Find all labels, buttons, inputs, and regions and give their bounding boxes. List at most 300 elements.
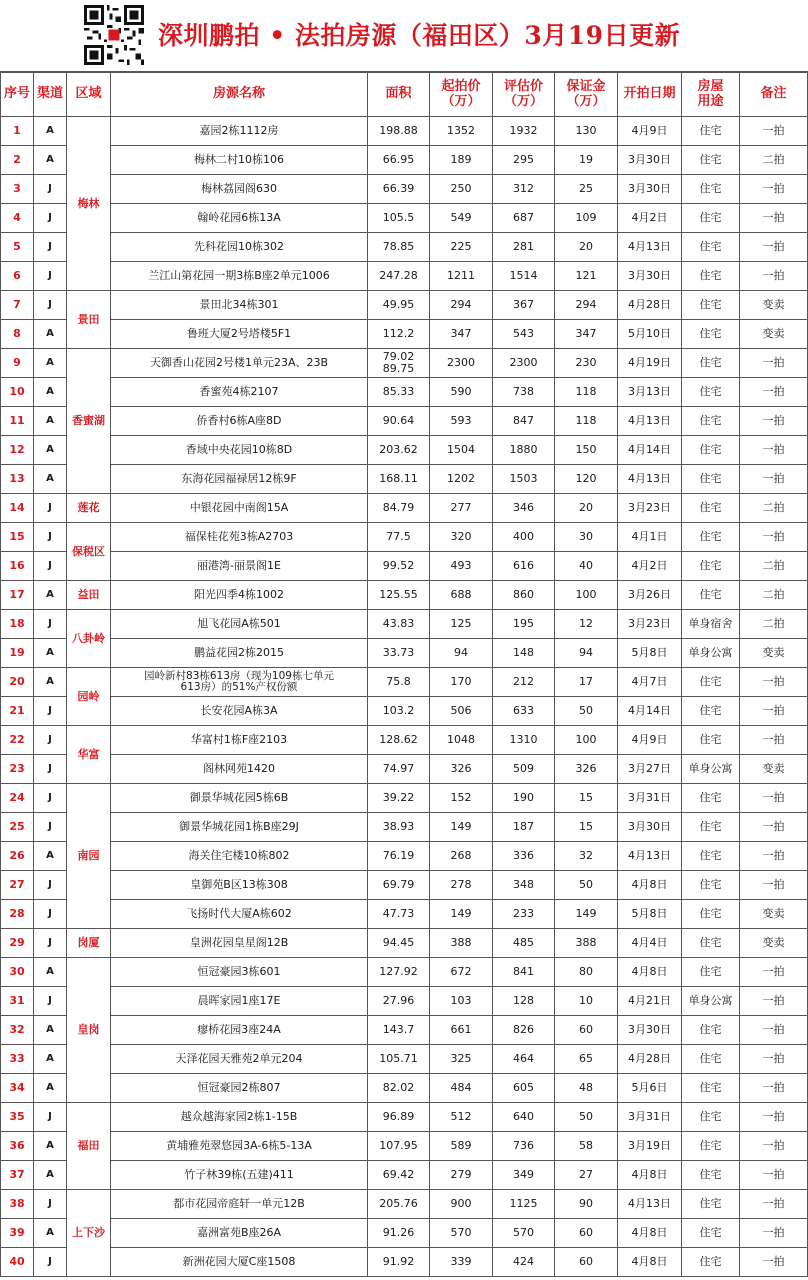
auction-date-cell: 4月9日 bbox=[618, 117, 682, 146]
eval-price-cell: 543 bbox=[493, 320, 555, 349]
eval-price-cell: 2300 bbox=[493, 349, 555, 378]
row-number: 7 bbox=[1, 291, 34, 320]
eval-price-cell: 687 bbox=[493, 204, 555, 233]
usage-cell: 住宅 bbox=[682, 523, 740, 552]
property-name: 瘳桥花园3座24A bbox=[111, 1016, 368, 1045]
deposit-cell: 150 bbox=[555, 436, 618, 465]
start-price-cell: 1352 bbox=[430, 117, 493, 146]
row-number: 14 bbox=[1, 494, 34, 523]
channel-cell: A bbox=[34, 378, 67, 407]
auction-date-cell: 3月30日 bbox=[618, 1016, 682, 1045]
channel-cell: A bbox=[34, 349, 67, 378]
channel-cell: A bbox=[34, 842, 67, 871]
table-row[interactable] bbox=[1, 1132, 808, 1161]
area-cell: 105.71 bbox=[368, 1045, 430, 1074]
usage-cell: 住宅 bbox=[682, 1132, 740, 1161]
property-name: 鹏益花园2栋2015 bbox=[111, 639, 368, 668]
area-cell: 247.28 bbox=[368, 262, 430, 291]
auction-date-cell: 5月6日 bbox=[618, 1074, 682, 1103]
eval-price-cell: 1932 bbox=[493, 117, 555, 146]
row-number: 16 bbox=[1, 552, 34, 581]
table-row[interactable] bbox=[1, 117, 808, 146]
channel-cell: J bbox=[34, 204, 67, 233]
region-cell: 华富 bbox=[67, 726, 111, 784]
table-row[interactable] bbox=[1, 784, 808, 813]
col-header-eval-price[interactable]: 评估价（万） bbox=[493, 73, 555, 117]
area-cell: 66.95 bbox=[368, 146, 430, 175]
property-name: 黄埔雅苑翠悠园3A-6栋5-13A bbox=[111, 1132, 368, 1161]
eval-price-cell: 233 bbox=[493, 900, 555, 929]
area-cell: 198.88 bbox=[368, 117, 430, 146]
start-price-cell: 279 bbox=[430, 1161, 493, 1190]
area-cell: 91.26 bbox=[368, 1219, 430, 1248]
eval-price-cell: 509 bbox=[493, 755, 555, 784]
eval-price-cell: 148 bbox=[493, 639, 555, 668]
usage-cell: 住宅 bbox=[682, 1248, 740, 1277]
table-row[interactable] bbox=[1, 668, 808, 697]
start-price-cell: 2300 bbox=[430, 349, 493, 378]
note-cell: 一拍 bbox=[740, 1016, 808, 1045]
table-row[interactable] bbox=[1, 349, 808, 378]
eval-price-cell: 616 bbox=[493, 552, 555, 581]
eval-price-cell: 281 bbox=[493, 233, 555, 262]
table-row[interactable] bbox=[1, 581, 808, 610]
usage-cell: 单身公寓 bbox=[682, 639, 740, 668]
channel-cell: A bbox=[34, 117, 67, 146]
usage-cell: 单身公寓 bbox=[682, 755, 740, 784]
auction-date-cell: 4月1日 bbox=[618, 523, 682, 552]
auction-date-cell: 3月13日 bbox=[618, 378, 682, 407]
auction-date-cell: 4月8日 bbox=[618, 871, 682, 900]
usage-cell: 住宅 bbox=[682, 1016, 740, 1045]
auction-date-cell: 4月8日 bbox=[618, 1161, 682, 1190]
eval-price-cell: 633 bbox=[493, 697, 555, 726]
deposit-cell: 48 bbox=[555, 1074, 618, 1103]
table-row[interactable] bbox=[1, 697, 808, 726]
note-cell: 一拍 bbox=[740, 175, 808, 204]
area-cell: 47.73 bbox=[368, 900, 430, 929]
property-name: 翰岭花园6栋13A bbox=[111, 204, 368, 233]
table-row[interactable] bbox=[1, 407, 808, 436]
deposit-cell: 121 bbox=[555, 262, 618, 291]
usage-cell: 住宅 bbox=[682, 291, 740, 320]
table-row[interactable] bbox=[1, 929, 808, 958]
start-price-cell: 1211 bbox=[430, 262, 493, 291]
row-number: 12 bbox=[1, 436, 34, 465]
note-cell: 变卖 bbox=[740, 639, 808, 668]
table-row[interactable] bbox=[1, 552, 808, 581]
row-number: 27 bbox=[1, 871, 34, 900]
row-number: 23 bbox=[1, 755, 34, 784]
area-cell: 84.79 bbox=[368, 494, 430, 523]
channel-cell: J bbox=[34, 784, 67, 813]
table-row[interactable] bbox=[1, 726, 808, 755]
auction-date-cell: 4月19日 bbox=[618, 349, 682, 378]
auction-date-cell: 4月13日 bbox=[618, 842, 682, 871]
usage-cell: 住宅 bbox=[682, 117, 740, 146]
region-cell: 莲花 bbox=[67, 494, 111, 523]
table-body bbox=[1, 117, 808, 1277]
note-cell: 变卖 bbox=[740, 291, 808, 320]
property-name: 嘉园2栋1112房 bbox=[111, 117, 368, 146]
area-cell: 75.8 bbox=[368, 668, 430, 697]
row-number: 26 bbox=[1, 842, 34, 871]
property-name: 御景华城花园1栋B座29J bbox=[111, 813, 368, 842]
area-cell: 205.76 bbox=[368, 1190, 430, 1219]
row-number: 33 bbox=[1, 1045, 34, 1074]
row-number: 34 bbox=[1, 1074, 34, 1103]
row-number: 18 bbox=[1, 610, 34, 639]
note-cell: 一拍 bbox=[740, 233, 808, 262]
table-row[interactable] bbox=[1, 639, 808, 668]
auction-date-cell: 3月31日 bbox=[618, 784, 682, 813]
table-row[interactable] bbox=[1, 958, 808, 987]
auction-date-cell: 3月30日 bbox=[618, 813, 682, 842]
col-header-auction-date[interactable]: 开拍日期 bbox=[618, 73, 682, 117]
region-cell: 皇岗 bbox=[67, 958, 111, 1103]
start-price-cell: 506 bbox=[430, 697, 493, 726]
channel-cell: J bbox=[34, 929, 67, 958]
usage-cell: 住宅 bbox=[682, 175, 740, 204]
row-number: 29 bbox=[1, 929, 34, 958]
start-price-cell: 347 bbox=[430, 320, 493, 349]
property-name: 香蜜苑4栋2107 bbox=[111, 378, 368, 407]
table-row[interactable] bbox=[1, 871, 808, 900]
property-name: 园岭新村83栋613房（现为109栋七单元613房）的51%产权份额 bbox=[111, 668, 368, 697]
note-cell: 变卖 bbox=[740, 320, 808, 349]
property-name: 御景华城花园5栋6B bbox=[111, 784, 368, 813]
table-row[interactable] bbox=[1, 1161, 808, 1190]
area-cell: 91.92 bbox=[368, 1248, 430, 1277]
note-cell: 一拍 bbox=[740, 784, 808, 813]
note-cell: 一拍 bbox=[740, 1161, 808, 1190]
table-row[interactable] bbox=[1, 204, 808, 233]
deposit-cell: 50 bbox=[555, 697, 618, 726]
channel-cell: A bbox=[34, 1045, 67, 1074]
eval-price-cell: 187 bbox=[493, 813, 555, 842]
note-cell: 一拍 bbox=[740, 465, 808, 494]
area-cell: 43.83 bbox=[368, 610, 430, 639]
deposit-cell: 60 bbox=[555, 1219, 618, 1248]
deposit-cell: 230 bbox=[555, 349, 618, 378]
table-row[interactable] bbox=[1, 146, 808, 175]
note-cell: 二拍 bbox=[740, 581, 808, 610]
col-header-region[interactable]: 区域 bbox=[67, 73, 111, 117]
auction-date-cell: 4月2日 bbox=[618, 204, 682, 233]
table-row[interactable] bbox=[1, 900, 808, 929]
channel-cell: J bbox=[34, 755, 67, 784]
area-cell: 103.2 bbox=[368, 697, 430, 726]
table-row[interactable] bbox=[1, 436, 808, 465]
table-row[interactable] bbox=[1, 233, 808, 262]
auction-date-cell: 4月14日 bbox=[618, 436, 682, 465]
property-name: 阳光四季4栋1002 bbox=[111, 581, 368, 610]
note-cell: 一拍 bbox=[740, 117, 808, 146]
start-price-cell: 250 bbox=[430, 175, 493, 204]
property-name: 恒冠豪园3栋601 bbox=[111, 958, 368, 987]
usage-cell: 单身宿舍 bbox=[682, 610, 740, 639]
auction-date-cell: 3月26日 bbox=[618, 581, 682, 610]
start-price-cell: 225 bbox=[430, 233, 493, 262]
table-row[interactable] bbox=[1, 465, 808, 494]
deposit-cell: 109 bbox=[555, 204, 618, 233]
auction-date-cell: 4月9日 bbox=[618, 726, 682, 755]
eval-price-cell: 367 bbox=[493, 291, 555, 320]
note-cell: 一拍 bbox=[740, 1219, 808, 1248]
property-name: 竹子林39栋(五建)411 bbox=[111, 1161, 368, 1190]
deposit-cell: 90 bbox=[555, 1190, 618, 1219]
property-name: 东海花园福禄居12栋9F bbox=[111, 465, 368, 494]
row-number: 13 bbox=[1, 465, 34, 494]
row-number: 28 bbox=[1, 900, 34, 929]
auction-date-cell: 4月21日 bbox=[618, 987, 682, 1016]
deposit-cell: 118 bbox=[555, 407, 618, 436]
col-header-start-price[interactable]: 起拍价（万） bbox=[430, 73, 493, 117]
col-header-deposit[interactable]: 保证金（万） bbox=[555, 73, 618, 117]
auction-date-cell: 3月30日 bbox=[618, 146, 682, 175]
row-number: 15 bbox=[1, 523, 34, 552]
area-cell: 78.85 bbox=[368, 233, 430, 262]
table-row[interactable] bbox=[1, 1045, 808, 1074]
auction-date-cell: 3月31日 bbox=[618, 1103, 682, 1132]
note-cell: 一拍 bbox=[740, 204, 808, 233]
region-cell: 景田 bbox=[67, 291, 111, 349]
row-number: 38 bbox=[1, 1190, 34, 1219]
channel-cell: J bbox=[34, 697, 67, 726]
property-name: 新洲花园大厦C座1508 bbox=[111, 1248, 368, 1277]
eval-price-cell: 212 bbox=[493, 668, 555, 697]
note-cell: 一拍 bbox=[740, 436, 808, 465]
channel-cell: A bbox=[34, 1161, 67, 1190]
start-price-cell: 590 bbox=[430, 378, 493, 407]
table-row[interactable] bbox=[1, 378, 808, 407]
usage-cell: 住宅 bbox=[682, 552, 740, 581]
table-row[interactable] bbox=[1, 813, 808, 842]
table-row[interactable] bbox=[1, 262, 808, 291]
col-header-usage[interactable]: 房屋用途 bbox=[682, 73, 740, 117]
note-cell: 一拍 bbox=[740, 871, 808, 900]
start-price-cell: 277 bbox=[430, 494, 493, 523]
note-cell: 变卖 bbox=[740, 929, 808, 958]
note-cell: 一拍 bbox=[740, 407, 808, 436]
start-price-cell: 320 bbox=[430, 523, 493, 552]
eval-price-cell: 400 bbox=[493, 523, 555, 552]
usage-cell: 住宅 bbox=[682, 407, 740, 436]
row-number: 9 bbox=[1, 349, 34, 378]
channel-cell: A bbox=[34, 639, 67, 668]
deposit-cell: 58 bbox=[555, 1132, 618, 1161]
page-title: 深圳鹏拍 • 法拍房源（福田区）3月19日更新 bbox=[158, 21, 681, 50]
channel-cell: J bbox=[34, 233, 67, 262]
col-header-name[interactable]: 房源名称 bbox=[111, 73, 368, 117]
note-cell: 变卖 bbox=[740, 755, 808, 784]
note-cell: 一拍 bbox=[740, 958, 808, 987]
channel-cell: J bbox=[34, 900, 67, 929]
channel-cell: J bbox=[34, 1248, 67, 1277]
property-name: 旭飞花园A栋501 bbox=[111, 610, 368, 639]
row-number: 37 bbox=[1, 1161, 34, 1190]
channel-cell: A bbox=[34, 1074, 67, 1103]
region-cell: 益田 bbox=[67, 581, 111, 610]
channel-cell: A bbox=[34, 1016, 67, 1045]
auction-date-cell: 3月19日 bbox=[618, 1132, 682, 1161]
eval-price-cell: 424 bbox=[493, 1248, 555, 1277]
start-price-cell: 1202 bbox=[430, 465, 493, 494]
channel-cell: A bbox=[34, 436, 67, 465]
auction-date-cell: 3月27日 bbox=[618, 755, 682, 784]
col-header-area[interactable]: 面积 bbox=[368, 73, 430, 117]
usage-cell: 住宅 bbox=[682, 929, 740, 958]
deposit-cell: 347 bbox=[555, 320, 618, 349]
usage-cell: 住宅 bbox=[682, 1045, 740, 1074]
row-number: 32 bbox=[1, 1016, 34, 1045]
usage-cell: 住宅 bbox=[682, 146, 740, 175]
table-row[interactable] bbox=[1, 610, 808, 639]
area-cell: 49.95 bbox=[368, 291, 430, 320]
auction-date-cell: 5月10日 bbox=[618, 320, 682, 349]
row-number: 21 bbox=[1, 697, 34, 726]
deposit-cell: 50 bbox=[555, 1103, 618, 1132]
table-row[interactable] bbox=[1, 494, 808, 523]
note-cell: 一拍 bbox=[740, 262, 808, 291]
property-name: 飞扬时代大厦A栋602 bbox=[111, 900, 368, 929]
channel-cell: J bbox=[34, 813, 67, 842]
row-number: 22 bbox=[1, 726, 34, 755]
table-row[interactable] bbox=[1, 175, 808, 204]
region-cell: 岗厦 bbox=[67, 929, 111, 958]
listing-table bbox=[0, 72, 808, 1277]
col-header-no[interactable]: 序号 bbox=[1, 73, 34, 117]
auction-date-cell: 3月23日 bbox=[618, 610, 682, 639]
deposit-cell: 30 bbox=[555, 523, 618, 552]
area-cell: 112.2 bbox=[368, 320, 430, 349]
property-name: 越众越海家园2栋1-15B bbox=[111, 1103, 368, 1132]
channel-cell: J bbox=[34, 871, 67, 900]
region-cell: 八卦岭 bbox=[67, 610, 111, 668]
usage-cell: 住宅 bbox=[682, 436, 740, 465]
row-number: 2 bbox=[1, 146, 34, 175]
deposit-cell: 17 bbox=[555, 668, 618, 697]
table-row[interactable] bbox=[1, 320, 808, 349]
auction-date-cell: 4月7日 bbox=[618, 668, 682, 697]
row-number: 4 bbox=[1, 204, 34, 233]
eval-price-cell: 826 bbox=[493, 1016, 555, 1045]
start-price-cell: 152 bbox=[430, 784, 493, 813]
property-name: 都市花园帝庭轩一单元12B bbox=[111, 1190, 368, 1219]
table-row[interactable] bbox=[1, 987, 808, 1016]
note-cell: 一拍 bbox=[740, 842, 808, 871]
note-cell: 一拍 bbox=[740, 1190, 808, 1219]
area-cell: 69.42 bbox=[368, 1161, 430, 1190]
table-row[interactable] bbox=[1, 755, 808, 784]
area-cell: 77.5 bbox=[368, 523, 430, 552]
area-cell: 69.79 bbox=[368, 871, 430, 900]
note-cell: 一拍 bbox=[740, 349, 808, 378]
note-cell: 变卖 bbox=[740, 900, 808, 929]
row-number: 24 bbox=[1, 784, 34, 813]
note-cell: 一拍 bbox=[740, 1045, 808, 1074]
eval-price-cell: 570 bbox=[493, 1219, 555, 1248]
note-cell: 一拍 bbox=[740, 726, 808, 755]
region-cell: 上下沙 bbox=[67, 1190, 111, 1277]
area-cell: 39.22 bbox=[368, 784, 430, 813]
deposit-cell: 19 bbox=[555, 146, 618, 175]
table-row[interactable] bbox=[1, 523, 808, 552]
channel-cell: A bbox=[34, 146, 67, 175]
usage-cell: 单身公寓 bbox=[682, 987, 740, 1016]
channel-cell: J bbox=[34, 262, 67, 291]
row-number: 31 bbox=[1, 987, 34, 1016]
usage-cell: 住宅 bbox=[682, 378, 740, 407]
usage-cell: 住宅 bbox=[682, 1219, 740, 1248]
row-number: 1 bbox=[1, 117, 34, 146]
eval-price-cell: 841 bbox=[493, 958, 555, 987]
deposit-cell: 20 bbox=[555, 494, 618, 523]
area-cell: 74.97 bbox=[368, 755, 430, 784]
row-number: 35 bbox=[1, 1103, 34, 1132]
start-price-cell: 388 bbox=[430, 929, 493, 958]
row-number: 25 bbox=[1, 813, 34, 842]
table-row[interactable] bbox=[1, 291, 808, 320]
usage-cell: 住宅 bbox=[682, 813, 740, 842]
eval-price-cell: 349 bbox=[493, 1161, 555, 1190]
qr-code-icon[interactable] bbox=[84, 5, 144, 65]
start-price-cell: 125 bbox=[430, 610, 493, 639]
area-cell: 125.55 bbox=[368, 581, 430, 610]
usage-cell: 住宅 bbox=[682, 204, 740, 233]
table-row[interactable] bbox=[1, 842, 808, 871]
channel-cell: A bbox=[34, 958, 67, 987]
deposit-cell: 388 bbox=[555, 929, 618, 958]
area-cell: 79.02 89.75 bbox=[368, 349, 430, 378]
table-row[interactable] bbox=[1, 1219, 808, 1248]
row-number: 36 bbox=[1, 1132, 34, 1161]
deposit-cell: 10 bbox=[555, 987, 618, 1016]
usage-cell: 住宅 bbox=[682, 1103, 740, 1132]
start-price-cell: 268 bbox=[430, 842, 493, 871]
usage-cell: 住宅 bbox=[682, 958, 740, 987]
col-header-channel[interactable]: 渠道 bbox=[34, 73, 67, 117]
area-cell: 107.95 bbox=[368, 1132, 430, 1161]
table-row[interactable] bbox=[1, 1190, 808, 1219]
row-number: 3 bbox=[1, 175, 34, 204]
note-cell: 一拍 bbox=[740, 1132, 808, 1161]
region-cell: 南园 bbox=[67, 784, 111, 929]
auction-date-cell: 4月14日 bbox=[618, 697, 682, 726]
usage-cell: 住宅 bbox=[682, 581, 740, 610]
region-cell: 香蜜湖 bbox=[67, 349, 111, 494]
start-price-cell: 326 bbox=[430, 755, 493, 784]
start-price-cell: 493 bbox=[430, 552, 493, 581]
table-header-row bbox=[1, 73, 808, 117]
table-row[interactable] bbox=[1, 1103, 808, 1132]
property-name: 福保桂花苑3栋A2703 bbox=[111, 523, 368, 552]
channel-cell: J bbox=[34, 726, 67, 755]
row-number: 8 bbox=[1, 320, 34, 349]
start-price-cell: 512 bbox=[430, 1103, 493, 1132]
property-name: 长安花园A栋3A bbox=[111, 697, 368, 726]
deposit-cell: 100 bbox=[555, 581, 618, 610]
eval-price-cell: 860 bbox=[493, 581, 555, 610]
start-price-cell: 325 bbox=[430, 1045, 493, 1074]
table-row[interactable] bbox=[1, 1016, 808, 1045]
area-cell: 96.89 bbox=[368, 1103, 430, 1132]
channel-cell: J bbox=[34, 175, 67, 204]
col-header-note[interactable]: 备注 bbox=[740, 73, 808, 117]
table-row[interactable] bbox=[1, 1074, 808, 1103]
table-row[interactable] bbox=[1, 1248, 808, 1277]
eval-price-cell: 1310 bbox=[493, 726, 555, 755]
